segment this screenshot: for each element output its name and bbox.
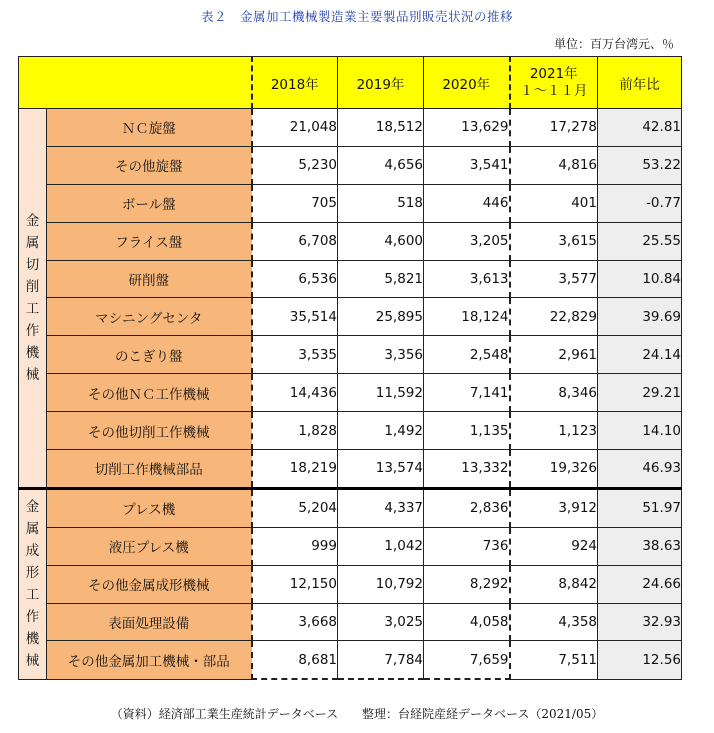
product-name: 切削工作機械部品 — [47, 450, 252, 489]
table-row — [19, 412, 682, 450]
value-yoy: 42.81 — [598, 109, 682, 147]
value-yoy: 12.56 — [598, 641, 682, 679]
value-2021: 1,123 — [510, 412, 598, 450]
product-name: その他切削工作機械 — [47, 412, 252, 450]
value-2020: 4,058 — [424, 603, 510, 641]
table-row — [19, 603, 682, 641]
value-yoy: 29.21 — [598, 374, 682, 412]
value-yoy: 39.69 — [598, 298, 682, 336]
value-2019: 18,512 — [338, 109, 424, 147]
value-2019: 11,592 — [338, 374, 424, 412]
value-2018: 35,514 — [252, 298, 338, 336]
value-2020: 8,292 — [424, 565, 510, 603]
header-2021-period: １～１１月 — [520, 82, 588, 99]
value-2018: 3,535 — [252, 336, 338, 374]
group-label-text: 金属切削工作機械 — [25, 212, 40, 383]
header-2018: 2018年 — [252, 57, 338, 109]
value-2019: 3,025 — [338, 603, 424, 641]
value-2019: 4,600 — [338, 222, 424, 260]
product-name: その他金属加工機械・部品 — [47, 641, 252, 679]
product-name: ＮＣ旋盤 — [47, 109, 252, 147]
value-2020: 7,659 — [424, 641, 510, 679]
product-name: マシニングセンタ — [47, 298, 252, 336]
value-2019: 7,784 — [338, 641, 424, 679]
table-row — [19, 260, 682, 298]
value-yoy: 24.66 — [598, 565, 682, 603]
table-row — [19, 184, 682, 222]
value-2019: 25,895 — [338, 298, 424, 336]
value-2021: 8,346 — [510, 374, 598, 412]
value-yoy: 24.14 — [598, 336, 682, 374]
value-2021: 3,615 — [510, 222, 598, 260]
value-2018: 12,150 — [252, 565, 338, 603]
header-2020: 2020年 — [424, 57, 510, 109]
value-2020: 7,141 — [424, 374, 510, 412]
value-yoy: 46.93 — [598, 450, 682, 489]
source-data: （資料）経済部工業生産統計データベース — [110, 707, 339, 721]
header-corner — [19, 57, 252, 109]
value-2018: 8,681 — [252, 641, 338, 679]
product-name: その他旋盤 — [47, 146, 252, 184]
value-2020: 2,548 — [424, 336, 510, 374]
value-2021: 3,577 — [510, 260, 598, 298]
value-2019: 4,337 — [338, 488, 424, 527]
value-2018: 5,230 — [252, 146, 338, 184]
value-yoy: 53.22 — [598, 146, 682, 184]
table-row — [19, 298, 682, 336]
product-name: 表面処理設備 — [47, 603, 252, 641]
value-2021: 8,842 — [510, 565, 598, 603]
table-row — [19, 146, 682, 184]
value-2020: 1,135 — [424, 412, 510, 450]
value-2019: 3,356 — [338, 336, 424, 374]
table-row — [19, 109, 682, 147]
value-2018: 5,204 — [252, 488, 338, 527]
source-note — [0, 705, 714, 722]
table-title: 表２ 金属加工機械製造業主要製品別販売状況の推移 — [200, 9, 513, 24]
value-2018: 21,048 — [252, 109, 338, 147]
value-2021: 4,358 — [510, 603, 598, 641]
value-2020: 736 — [424, 527, 510, 565]
table-row — [19, 641, 682, 679]
product-name: ボール盤 — [47, 184, 252, 222]
header-yoy: 前年比 — [598, 57, 682, 109]
product-name: プレス機 — [47, 488, 252, 527]
value-2021: 4,816 — [510, 146, 598, 184]
value-2019: 4,656 — [338, 146, 424, 184]
value-2021: 401 — [510, 184, 598, 222]
value-2018: 705 — [252, 184, 338, 222]
product-name: 研削盤 — [47, 260, 252, 298]
value-2021: 924 — [510, 527, 598, 565]
sales-table — [18, 56, 682, 680]
value-2021: 22,829 — [510, 298, 598, 336]
value-2019: 5,821 — [338, 260, 424, 298]
value-2020: 3,205 — [424, 222, 510, 260]
value-2020: 3,541 — [424, 146, 510, 184]
header-row — [19, 57, 682, 109]
value-2018: 18,219 — [252, 450, 338, 489]
header-2019: 2019年 — [338, 57, 424, 109]
product-name: フライス盤 — [47, 222, 252, 260]
value-2020: 13,629 — [424, 109, 510, 147]
value-2019: 1,492 — [338, 412, 424, 450]
value-2020: 3,613 — [424, 260, 510, 298]
value-2021: 17,278 — [510, 109, 598, 147]
source-compiler: 整理：台経院産経データベース（2021/05） — [361, 707, 604, 721]
table-row — [19, 450, 682, 489]
product-name: その他金属成形機械 — [47, 565, 252, 603]
value-yoy: -0.77 — [598, 184, 682, 222]
value-2018: 1,828 — [252, 412, 338, 450]
table-row — [19, 336, 682, 374]
value-yoy: 10.84 — [598, 260, 682, 298]
value-2021: 7,511 — [510, 641, 598, 679]
value-2020: 18,124 — [424, 298, 510, 336]
value-yoy: 25.55 — [598, 222, 682, 260]
value-yoy: 32.93 — [598, 603, 682, 641]
table-row — [19, 527, 682, 565]
value-2019: 10,792 — [338, 565, 424, 603]
value-2019: 13,574 — [338, 450, 424, 489]
product-name: のこぎり盤 — [47, 336, 252, 374]
header-2021-year: 2021年 — [529, 65, 578, 82]
group-label-text: 金属成形工作機械 — [25, 499, 40, 670]
value-2018: 6,536 — [252, 260, 338, 298]
table-row — [19, 222, 682, 260]
value-2019: 518 — [338, 184, 424, 222]
value-2018: 3,668 — [252, 603, 338, 641]
value-yoy: 38.63 — [598, 527, 682, 565]
value-2021: 3,912 — [510, 488, 598, 527]
value-yoy: 51.97 — [598, 488, 682, 527]
value-2018: 6,708 — [252, 222, 338, 260]
value-2021: 19,326 — [510, 450, 598, 489]
header-2021 — [510, 57, 598, 109]
table-row — [19, 488, 682, 527]
category-group-label — [19, 488, 47, 679]
value-2020: 446 — [424, 184, 510, 222]
product-name: その他ＮＣ工作機械 — [47, 374, 252, 412]
value-2018: 14,436 — [252, 374, 338, 412]
value-2020: 2,836 — [424, 488, 510, 527]
value-yoy: 14.10 — [598, 412, 682, 450]
product-name: 液圧プレス機 — [47, 527, 252, 565]
value-2021: 2,961 — [510, 336, 598, 374]
category-group-label — [19, 109, 47, 489]
table-row — [19, 565, 682, 603]
unit-label: 単位：百万台湾元、％ — [553, 37, 674, 51]
table-row — [19, 374, 682, 412]
value-2019: 1,042 — [338, 527, 424, 565]
value-2020: 13,332 — [424, 450, 510, 489]
value-2018: 999 — [252, 527, 338, 565]
